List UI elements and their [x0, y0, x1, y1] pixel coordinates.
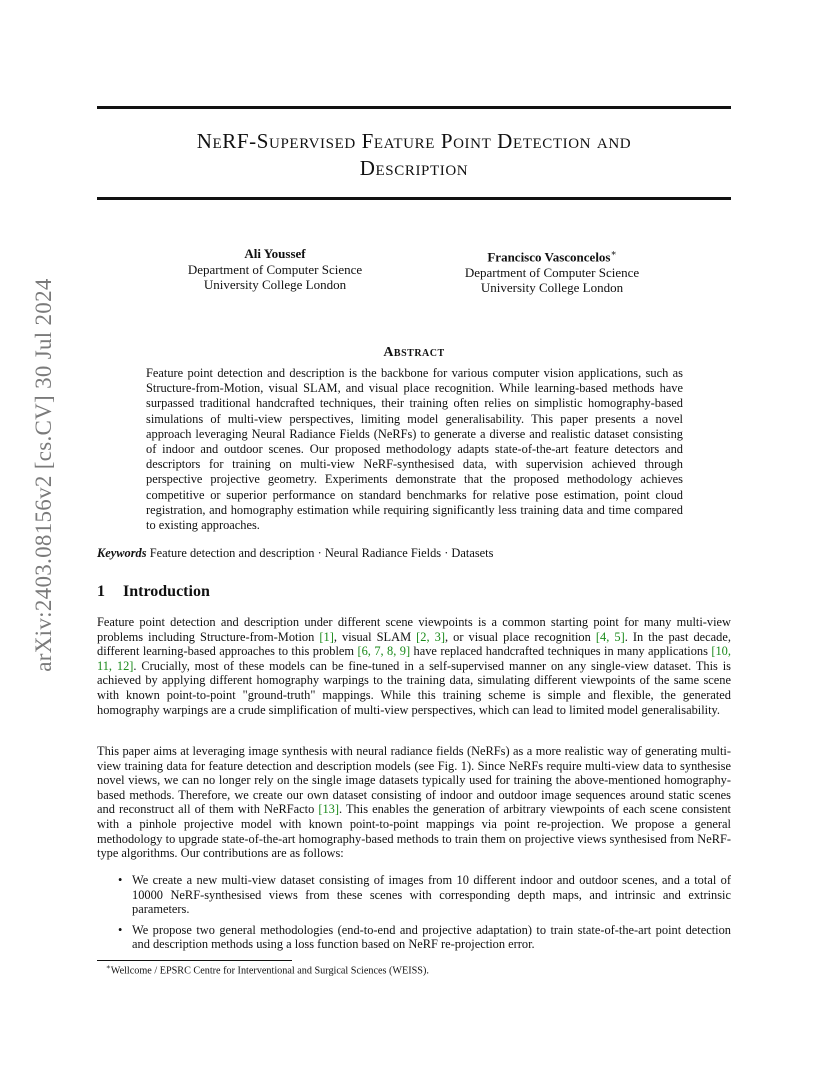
footnote-rule — [97, 960, 292, 961]
footnote-text: Wellcome / EPSRC Centre for Interventional and Surgical Sciences (WEISS). — [110, 965, 429, 977]
author-2-affiliation: University College London — [480, 280, 624, 296]
author-1-name: Ali Youssef — [244, 246, 306, 261]
abstract-heading: Abstract — [383, 345, 445, 360]
keywords-line — [97, 546, 493, 561]
author-2-dept: Department of Computer Science — [464, 264, 640, 280]
title-top-rule — [97, 106, 731, 109]
bullet-icon: • — [118, 873, 123, 887]
abstract-text: Feature point detection and description is the backbone for various computer vision applications, such as Structure-from-Motion, visual SLAM, and visual place recognition. While learning-based methods have surpassed traditional handcrafted techniques, their training often relies on simplistic homography-based simulations of multi-view perspectives, limiting model generalisability. This paper presents a novel approach leveraging Neural Radiance Fields (NeRFs) to generate a diverse and realistic dataset consisting of indoor and outdoor scenes. Our proposed methodology adapts state-of-the-art feature detectors and descriptors for training on multi-view NeRF-synthesised data, with supervision achieved through perspective projective geometry. Experiments demonstrate that the proposed methodology achieves competitive or superior performance on standard benchmarks for relative pose estimation, point cloud registration, and homography estimation while requiring significantly less training data and time compared to existing approaches. — [146, 366, 683, 533]
citation-link[interactable]: [6, 7, 8, 9] — [357, 644, 411, 659]
author-1 — [145, 246, 405, 293]
citation-link[interactable]: [1] — [319, 629, 334, 644]
title-line-1 — [97, 128, 731, 155]
title-line-1-text: NeRF-Supervised Feature Point Detection and — [196, 129, 632, 153]
footnote-mark: ∗ — [106, 963, 111, 971]
author-1-affiliation: University College London — [203, 277, 347, 292]
contributions-list — [118, 873, 731, 958]
keywords-list: Feature detection and description · Neural Radiance Fields · Datasets — [149, 546, 494, 560]
citation-link[interactable]: [4, 5] — [595, 629, 625, 644]
citation-link[interactable]: [10, 11, 12] — [97, 644, 731, 673]
title-line-2-text: Description — [359, 156, 469, 180]
contribution-2-text: We propose two general methodologies (end-to-end and projective adaptation) to train state-of-the-art point detection and description methods using a loss function based on NeRF re-projection error. — [132, 922, 731, 952]
arxiv-identifier: arXiv:2403.08156v2 [cs.CV] 30 Jul 2024 — [31, 278, 56, 672]
title-line-2 — [97, 155, 731, 182]
paper-title — [97, 128, 731, 182]
contribution-1-text: We create a new multi-view dataset consisting of images from 10 different indoor and outdoor scenes, and a total of 10000 NeRF-synthesised views from these scenes with corresponding depth maps, and intrinsic and extrinsic parameters. — [132, 873, 731, 917]
author-2 — [422, 246, 682, 296]
intro-paragraph-1: Feature point detection and description under different scene viewpoints is a common starting point for many multi-view problems including Structure-from-Motion [1], visual SLAM [2, 3], or visual place recognition [4, 5]. In the past decade, different learning-based approaches to this problem [6, 7, 8, 9] have replaced handcrafted techniques in many applications [10, 11, 12]. Crucially, most of these models can be fine-tuned in a self-supervised manner on any single-view dataset. This is achieved by applying different homography warpings to the training data, simulating different viewpoints of the same scene with known point-to-point "ground-truth" mappings. While this training scheme is simple and flexible, the generated homography warpings are a crude simplification of multi-view perspectives, which can lead to limited model generalisability. — [97, 615, 731, 717]
author-2-name: Francisco Vasconcelos∗ — [487, 248, 617, 265]
keywords-label: Keywords — [97, 546, 147, 560]
title-bottom-rule — [97, 197, 731, 200]
list-item — [118, 923, 731, 952]
section-title: Introduction — [123, 583, 210, 600]
intro-paragraph-2: This paper aims at leveraging image synthesis with neural radiance fields (NeRFs) as a more realistic way of generating multi-view training data for feature detection and description models (see Fig. 1). Since NeRFs require multi-view data to synthesise novel views, we can no longer rely on the single image datasets typically used for training the above-mentioned homography-based methods. Therefore, we create our own dataset consisting of indoor and outdoor image sequences around static scenes and reconstruct all of them with NeRFacto [13]. This enables the generation of arbitrary viewpoints of each scene consistent with a pinhole projective model with known point-to-point mappings via point re-projection. We propose a general methodology to upgrade state-of-the-art homography-based methods to train them on projective views synthesised from NeRF-type algorithms. Our contributions are as follows: — [97, 744, 731, 861]
citation-link[interactable]: [13] — [318, 802, 340, 817]
author-1-dept: Department of Computer Science — [187, 261, 363, 277]
citation-link[interactable]: [2, 3] — [416, 629, 445, 644]
bullet-icon: • — [118, 922, 123, 937]
footnote — [106, 963, 429, 976]
section-heading-introduction — [97, 583, 210, 601]
author-2-footnote-mark[interactable]: ∗ — [610, 248, 617, 258]
list-item — [118, 873, 731, 917]
section-number: 1 — [97, 583, 105, 600]
